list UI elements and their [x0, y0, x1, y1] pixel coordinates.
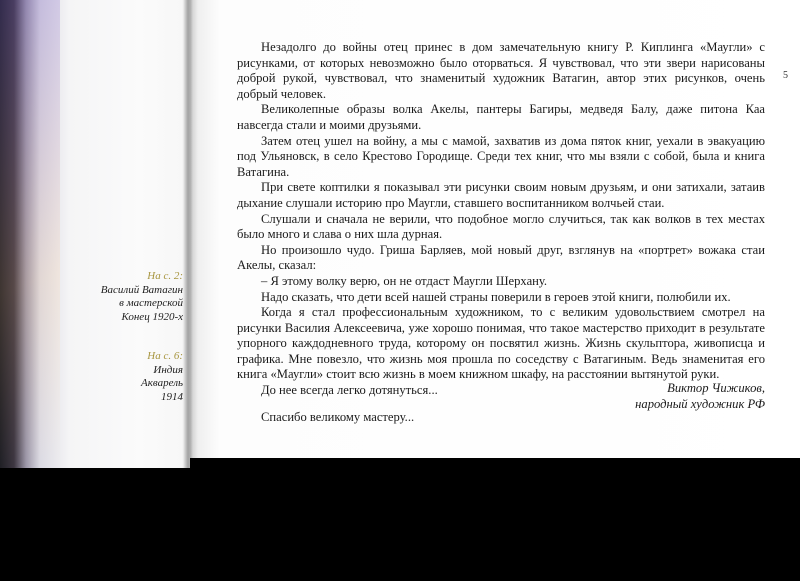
paragraph: Но произошло чудо. Гриша Барляев, мой новый друг, взглянув на «портрет» вожака стаи Акелы, сказал:: [237, 242, 765, 273]
paragraph: Незадолго до войны отец принес в дом замечательную книгу Р. Киплинга «Маугли» с рисунками, от которых невозможно было оторваться. Я чувствовал, что эти звери нарисованы доброй рукой, чувствовал, что знаменитый художник Ватагин, автор этих рисунков, очень добрый человек.: [237, 40, 765, 101]
page-number: 5: [783, 70, 788, 81]
caption-line: 1914: [161, 390, 183, 403]
caption-line: Конец 1920-х: [121, 310, 183, 323]
body-text: [237, 40, 765, 425]
signature-title: народный художник РФ: [635, 397, 765, 411]
book-gutter: [183, 0, 193, 468]
caption-ref: На с. 6:: [147, 350, 183, 362]
paragraph: Когда я стал профессиональным художником, то с великим удовольствием смотрел на рисунки Василия Алексеевича, уже хорошо понимая, что такое мастерство приходит в результате упорного каждодневного труда, которому он посвятил жизнь. Жизнь скульптора, живописца и графика. Мне повезло, что жизнь моя прошла по соседству с Ватагиным. Ведь знаменитая его книга «Маугли» стоит всю жизнь в моем книжном шкафу, на расстоянии вытянутой руки.: [237, 305, 765, 382]
paragraph: Великолепные образы волка Акелы, пантеры Багиры, медведя Балу, даже питона Каа навсегда стали и моими друзьями.: [237, 102, 765, 132]
paragraph: Слушали и сначала не верили, что подобное могло случиться, так как волков в тех местах было много и слава о них шла дурная.: [237, 211, 765, 242]
paragraph: До нее всегда легко дотянуться...: [261, 383, 438, 398]
paragraph: Затем отец ушел на войну, а мы с мамой, захватив из дома пяток книг, уехали в эвакуацию под Ульяновск, в село Крестово Городище. Среди тех книг, что мы взяли с собой, была и книга Ватагина.: [237, 133, 765, 179]
paragraph: Надо сказать, что дети всей нашей страны поверили в героев этой книги, полюбили их.: [261, 289, 731, 304]
caption-line: в мастерской: [119, 297, 183, 309]
caption-page-6: [40, 350, 183, 404]
signature-name: Виктор Чижиков,: [667, 381, 765, 395]
signature: [560, 380, 765, 412]
caption-page-2: [40, 270, 183, 324]
caption-line: Акварель: [141, 377, 183, 389]
paragraph: – Я этому волку верю, он не отдаст Маугли Шерхану.: [261, 273, 548, 288]
thanks-line: Спасибо великому мастеру...: [261, 409, 415, 424]
caption-ref: На с. 2:: [147, 270, 183, 282]
caption-line: Индия: [153, 363, 183, 376]
paragraph: При свете коптилки я показывал эти рисунки своим новым друзьям, и они затихали, затаив дыхание слушали историю про Маугли, ставшего воспитанником волчьей стаи.: [237, 180, 765, 210]
caption-line: Василий Ватагин: [100, 283, 183, 296]
